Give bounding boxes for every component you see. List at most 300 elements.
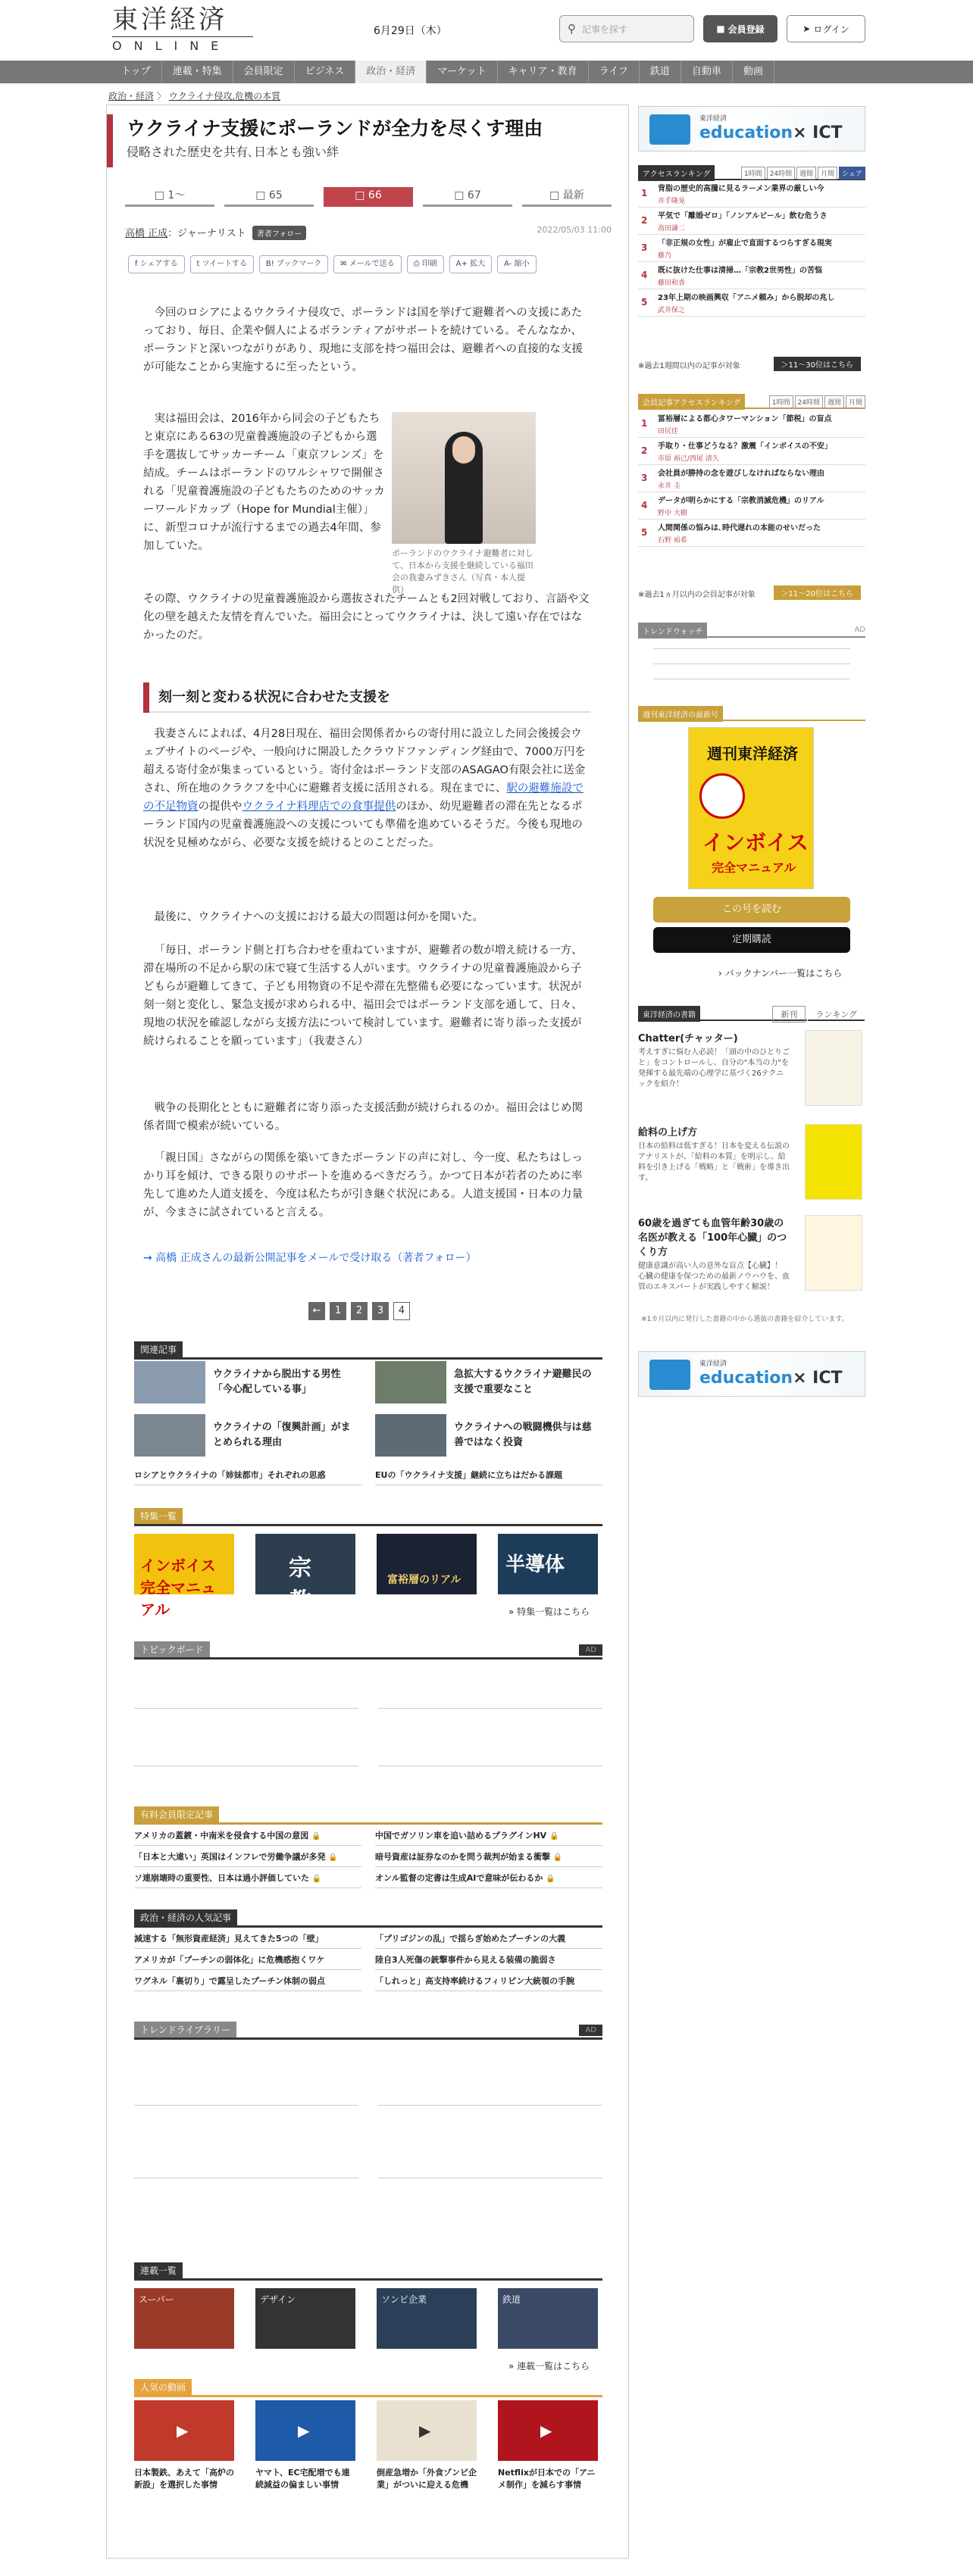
site-logo[interactable] [112,5,253,55]
rank-number: 4 [641,270,648,280]
ranking-tab[interactable]: 週間 [824,395,844,408]
book-title: 給料の上げ方 [638,1127,698,1138]
mail-icon: ✉ [340,260,349,268]
nav-item-life[interactable]: ライフ [589,61,640,83]
article-body [143,1099,590,1135]
paid-item[interactable] [134,1847,361,1867]
lock-icon: 🔒 [546,1875,555,1883]
logo-text-en: ONLINE [112,36,253,54]
related-item[interactable] [375,1414,602,1460]
print-button[interactable] [407,255,444,273]
share-label: 印刷 [421,260,437,268]
video-title[interactable]: 倒産急増か「外食ゾンビ企業」がついに迎える危機 [377,2468,477,2490]
paid-title: オンル監督の定書は生成AIで意味が伝わるか [375,1873,543,1883]
paid-title: 中国でガソリン車を追い詰めるプラグインHV [375,1831,547,1841]
facebook-icon: f [135,260,140,268]
paid-title: 暗号資産は証券なのかを問う裁判が始まる衝撃 [375,1852,550,1862]
chevron-right-icon: › [718,968,722,979]
paid-title: 「日本と大違い」英国はインフレで労働争議が多発 [134,1852,326,1862]
related-thumb [134,1361,205,1404]
banner-logo-icon [649,1360,690,1390]
page-tab-latest[interactable] [522,187,612,207]
book-desc: 健康意識が高い人の意外な盲点【心臓】！ 心臓の健康を保つための最新ノウハウを、血管のエキスパートが実践しやすく解説！ [638,1262,790,1291]
search-icon: ⚲ [568,22,576,36]
video-thumb[interactable] [377,2400,477,2461]
global-nav [0,61,973,83]
feature-header [134,1508,602,1526]
rank-number: 5 [641,527,648,538]
related-thumb [375,1414,446,1457]
videos-label: 人気の動画 [134,2379,192,2395]
page-tab-label: 66 [368,189,382,201]
breadcrumb-link-ukraine[interactable]: ウクライナ侵攻,危機の本質 [168,91,281,101]
ranking-more-button[interactable]: ＞11〜30位はこちら [774,357,861,371]
ranking-tab[interactable]: 1時間 [741,167,765,180]
register-label: 会員登録 [727,23,765,35]
page-tab-label: 67 [467,189,481,201]
page-tab-66[interactable] [324,187,413,207]
book-title: Chatter(チャッター) [638,1033,738,1044]
rank-title: 冨裕層による都心タワーマンション「節税」の盲点 [658,415,832,423]
rank-title: 背脂の歴史的高騰に見るラーメン業界の厳しい今 [658,185,824,193]
book-cover [805,1215,862,1291]
ad-label: AD [854,626,865,634]
play-icon: ▶ [177,2421,189,2440]
banner-publisher: 東洋経済 [699,115,727,123]
member-ranking-label: 会員記事アクセスランキング [638,394,745,410]
related-item[interactable] [134,1361,361,1407]
author-name[interactable]: 高橋 正成 [125,228,168,239]
page-tab-65[interactable] [224,187,314,207]
ad-slot-line [378,1708,602,1709]
paid-header [134,1806,602,1825]
article-body [143,304,590,376]
books-header [638,1006,865,1021]
page-tab-first[interactable] [125,187,214,207]
member-ranking-footer [638,588,865,599]
books-tabs [772,1006,865,1023]
page-tab-label: 最新 [562,189,584,201]
popular-item[interactable]: ワグネル「裏切り」で露呈したプーチン体制の弱点 [134,1972,361,1991]
ranking-item[interactable] [638,209,865,235]
weekly-label: 週刊東洋経済の最新号 [638,706,723,722]
ranking-item[interactable] [638,182,865,208]
share-label: 縮小 [514,260,530,268]
share-label: 拡大 [470,260,486,268]
ranking-more-button[interactable]: ＞11〜20位はこちら [774,585,861,600]
ad-label: AD [579,1644,602,1656]
page-tab-label: 65 [268,189,283,201]
author-role: ：ジャーナリスト [167,228,246,239]
nav-item-auto[interactable]: 自動車 [681,61,733,83]
ad-slot-line [134,2105,358,2106]
share-label: メールで送る [349,260,395,268]
register-button[interactable] [703,15,777,42]
publish-date: 2022/05/03 11:00 [537,225,612,235]
nav-item-top[interactable]: トップ [111,61,162,83]
text-run: のほか、幼児避難者の滞在先となるポーランド国内の児童養護施設への支援についても準備を進めているそうだ。今後も現地の状況を見極めながら、必要な支援を続けるとのことだった。 [143,801,583,849]
read-issue-button[interactable]: この号を読む [653,897,850,923]
share-label: ツイートする [202,260,247,268]
paid-item[interactable] [134,1826,361,1846]
ad-slot-line [653,648,850,649]
play-icon: ▶ [419,2421,431,2440]
article-paragraph [143,725,590,852]
paid-label: 有料会員限定記事 [134,1806,219,1822]
article-paragraph: 「毎日、ポーランド側と打ち合わせを重ねていますが、避難者の数が増え続ける一方、滞在場所の不足から駅の床で寝て生活する人がいます。ウクライナの児童養護施設から子どもらが避難してきて、子ども用物資の不足や滞在先整備も必要になっています。状況が刻一刻と変化し、緊急支援が求められる中、福田会ではポーランド支部を通して、日々、現地の状況を確認しながら支援方法について検討しています。避難者に寄り添った支援が続けられることを願っています」（我妻さん） [143,945,583,1048]
education-ict-banner[interactable] [638,106,865,151]
paid-item[interactable] [134,1869,361,1888]
member-ranking-header [638,394,865,409]
search-input[interactable] [559,15,694,42]
page-icon: □ [355,189,368,201]
more-label: 特集一覧はこちら [517,1606,590,1617]
book-desc: 日本の給料は低すぎる！日本を変える伝説のアナリストが、「給料の本質」を明示し、給料を引き上げる「戦略」と「戦術」を導き出す。 [638,1142,790,1182]
author-follow-button[interactable]: 著者フォロー [252,226,307,240]
article-title-block [107,114,630,167]
book-item[interactable] [638,1030,865,1090]
ranking-note: ※過去1週間以内の記事が対象 [638,362,740,370]
bookmark-icon: B! [265,260,277,268]
current-date: 6月29日（木） [374,25,447,37]
book-desc: 考えすぎに悩む人必読！「頭の中のひとりごと」をコントロールし、自分の"本当の力"を発揮する最先端の心理学に基づく26テクニックを紹介！ [638,1048,790,1088]
page-icon: □ [255,189,269,201]
trendwatch-header [638,623,865,638]
paid-item[interactable] [375,1869,602,1888]
related-text-item[interactable]: ロシアとウクライナの「姉妹都市」それぞれの思惑 [134,1466,361,1485]
book-cover [805,1124,862,1200]
ranking-item[interactable] [638,521,865,547]
series-label: 連載一覧 [134,2262,183,2278]
lock-icon: 🔒 [552,1853,563,1862]
link-ukraine-restaurant[interactable]: ウクライナ料理店での食事提供 [242,801,396,813]
nav-item-market[interactable]: マーケット [427,61,497,83]
nav-item-business[interactable]: ビジネス [295,61,356,83]
rank-number: 4 [641,500,648,511]
rank-number: 3 [641,242,648,253]
zoom-in-button[interactable] [449,255,492,273]
weekly-header [638,706,865,721]
rank-author: 藤田和香 [658,279,686,287]
link-shortage-supplies[interactable]: 駅の避難施設での不足物資 [143,782,583,813]
ranking-tab[interactable]: 24時間 [767,167,795,180]
banner-title-edu: education [699,123,793,142]
article-container [106,105,629,2559]
feature-tile[interactable]: 半導体 [498,1534,598,1594]
popular-item[interactable]: 「しれっと」高支持率続けるフィリピン大統領の手腕 [375,1972,602,1991]
banner-title-ict: × ICT [793,123,843,142]
feature-label: 特集一覧 [134,1508,183,1524]
related-label: 関連記事 [134,1341,183,1357]
rank-title: 会社員が勝持の念を遊びしなければならない理由 [658,470,824,478]
banner-publisher: 東洋経済 [699,1360,727,1368]
cover-headline: インボイス [702,830,809,855]
rank-author: 石野 裕希 [658,537,687,545]
zoom-in-icon: A+ [455,260,471,268]
popular-item[interactable]: アメリカが「プーチンの弱体化」に危機感抱くワケ [134,1950,361,1970]
rank-author: 野中 大樹 [658,510,687,517]
access-ranking-header [638,165,865,180]
rank-title: 平気で「離婚ゼロ」「ノンアルビール」飲む危うさ [658,212,828,220]
prev-page-button[interactable]: ← [308,1302,325,1320]
series-more-link[interactable] [508,2359,590,2372]
text-run: の提供や [198,801,242,813]
ad-label: AD [579,2025,602,2036]
related-thumb [375,1361,446,1404]
section-heading: 刻一刻と変わる状況に合わせた支援を [143,682,590,713]
series-tile[interactable]: ソンビ企業 [377,2288,477,2349]
related-header [134,1341,602,1360]
page-link-2[interactable]: 2 [351,1302,368,1320]
page-navigation [308,1302,410,1320]
ranking-item[interactable] [638,291,865,317]
follow-link[interactable]: → 高橋 正成さんの最新公開記事をメールで受け取る（著者フォロー） [143,1252,477,1264]
zoom-out-icon: A- [504,260,515,268]
related-thumb [134,1414,205,1457]
rank-number: 1 [641,418,648,429]
twitter-share-button[interactable] [190,255,254,273]
article-page-tabs [125,187,612,207]
play-icon: ▶ [298,2421,310,2440]
ranking-tab-share[interactable]: シェア [839,167,865,180]
popular-item[interactable]: 「プリゴジンの乱」で揺らぎ始めたプーチンの大義 [375,1929,602,1949]
video-thumb[interactable] [255,2400,355,2461]
logo-text-jp: 東洋経済 [112,5,227,35]
article-paragraph: その際、ウクライナの児童養護施設から選抜されたチームとも2回対戦しており、言語や文化の壁を越えた友情を育んでいた。福田会にとってウクライナは、決して遠い存在ではなかったのだ。 [143,593,590,642]
related-title: ウクライナへの戦闘機供与は慈善ではなく投資 [454,1422,592,1448]
rank-author: 藤乃 [658,252,672,260]
twitter-icon: t [196,260,202,268]
weekly-cover[interactable] [688,727,814,889]
book-item[interactable] [638,1124,865,1184]
nav-item-members[interactable]: 会員限定 [233,61,295,83]
related-item[interactable] [134,1414,361,1460]
ad-slot-line [134,1708,358,1709]
bookmark-button[interactable] [259,255,328,273]
video-title[interactable]: 日本製鉄、あえて「高炉の新設」を選択した事情 [134,2468,234,2490]
page-link-1[interactable]: 1 [330,1302,346,1320]
text-run: 我妻さんによれば、4月28日現在、福田会関係者からの寄付用に設立した同会後援会ウェブサイトのページや、一般向けに開設したクラウドファンディング経由で、7000万円を超える寄付金が集まっているという。寄付金はポーランド支部のASAGAO有限会社に送金され、所在地のクラクフを中心に避難者支援に活用される。現在までに、 [143,728,586,795]
more-label: 連載一覧はこちら [517,2361,590,2371]
page-tab-67[interactable] [423,187,512,207]
nav-item-video[interactable]: 動画 [733,61,774,83]
books-note: ※1カ月以内に発行した書籍の中から選抜の書籍を紹介しています。 [641,1316,849,1323]
subscribe-button[interactable]: 定期購読 [653,927,850,953]
ranking-item[interactable] [638,439,865,465]
video-thumb[interactable] [134,2400,234,2461]
trendwatch-label: トレンドウォッチ [638,623,707,639]
breadcrumb-link-politics[interactable]: 政治・経済 [108,91,155,101]
paid-item[interactable] [375,1847,602,1867]
article-photo[interactable] [392,412,536,544]
facebook-share-button[interactable] [128,255,185,273]
rank-author: 高田謙二 [658,225,686,233]
rank-number: 5 [641,297,648,308]
share-bar [128,255,537,273]
article-paragraph: 実は福田会は、2016年から同会の子どもたちと東京にある63の児童養護施設の子どもから選手を選抜してサッカーチーム「東京フレンズ」を結成。チームはポーランドのワルシャワで開催される「児童養護施設の子どもたちのためのサッカーワールドカップ（Hope for Mundial主催）」に、新型コロナが流行するまでの過去4年間、参加していた。 [143,413,385,552]
article-body [143,1149,590,1222]
ranking-item[interactable] [638,236,865,262]
rank-title: 人間関係の悩みは､時代遅れの本能のせいだった [658,524,821,532]
book-item[interactable] [638,1215,865,1293]
page-tab-label: 1〜 [167,189,186,201]
ranking-note: ※過去1ヵ月以内の会員記事が対象 [638,591,756,599]
article-paragraph: 今回のロシアによるウクライナ侵攻で、ポーランドは国を挙げて避難者への支援にあたっており、毎日、企業や個人によるボランティアがサポートを続けている。そんななか、ポーランドと深いつながりがあり、現地に支部を持つ福田会は、避難者への直接的な支援が可能なことから実施するに至ったという。 [143,307,583,373]
series-header [134,2262,602,2281]
lock-icon: 🔒 [311,1875,322,1883]
books-label: 東洋経済の書籍 [638,1006,700,1022]
ranking-item[interactable] [638,412,865,438]
double-chevron-icon: » [508,2361,515,2371]
books-tab-ranking[interactable]: ランキング [807,1006,865,1023]
ranking-item[interactable] [638,494,865,520]
article-title: ウクライナ支援にポーランドが全力を尽くす理由 [127,117,543,139]
video-thumb[interactable] [498,2400,598,2461]
popular-item[interactable]: 陸自3人死傷の銃撃事件から見える装備の脆弱さ [375,1950,602,1970]
rank-title: 既に抜けた仕事は清掃…「宗教2世男性」の苦悩 [658,267,822,275]
series-tile[interactable]: 鉄道 [498,2288,598,2349]
related-text-item[interactable]: EUの「ウクライナ支援」継続に立ちはだかる課題 [375,1466,602,1485]
lock-icon: 🔒 [311,1832,321,1841]
nav-item-career[interactable]: キャリア・教育 [498,61,589,83]
related-title: ウクライナから脱出する男性「今心配している事」 [213,1369,341,1395]
rank-title: 23年上期の映画興収「アニメ頼み」から脱却の兆し [658,294,835,302]
banner-title-ict: × ICT [793,1369,843,1388]
article-body [143,941,590,1051]
banner-logo-icon [649,114,690,145]
author-line [125,225,612,240]
video-title[interactable]: Netflixが日本での「アニメ制作」を減らす事情 [498,2468,596,2490]
mail-button[interactable] [333,255,401,273]
photo-face [452,436,475,464]
education-ict-banner-bottom[interactable] [638,1351,865,1397]
backnumber-label: バックナンバー一覧はこちら [724,968,843,979]
article-paragraph: 「親日国」さながらの関係を築いてきたポーランドの声に対し、今一度、私たちはしっかり耳を傾け、できる限りのサポートを進めるべきだろう。かつて日本が若者のために率先して進めた人道支援を、今度は私たちが引き継ぐ状況にある。人道支援国・日本の力量が、今まさに試されていると言える。 [143,1152,583,1219]
article-body [143,908,590,926]
print-icon: ⎙ [413,260,422,268]
article-body [143,410,386,555]
rank-author: 井手隆晃 [658,198,686,205]
video-title[interactable]: ヤマト、EC宅配増でも連続減益の偏ましい事情 [255,2468,350,2490]
rank-title: データが明らかにする「宗教消滅危機」のリアル [658,497,824,505]
double-chevron-icon: » [508,1606,515,1617]
nav-item-series[interactable]: 連載・特集 [162,61,233,83]
ranking-tabs [769,395,865,408]
topicboard-header [134,1641,602,1660]
rank-author: 市原 裕己/西尾 清久 [658,455,719,463]
banner-title-edu: education [699,1369,793,1388]
rank-number: 1 [641,188,648,198]
videos-header [134,2379,602,2397]
ranking-tab[interactable]: 1時間 [769,395,793,408]
rank-author: 田尻佳 [658,428,679,436]
page-icon: □ [154,189,168,201]
banner-title [699,1369,843,1388]
topicboard-label: トピックボード [134,1641,210,1657]
article-body [143,590,590,645]
trendlib-label: トレンドライブラリー [134,2022,236,2037]
page-link-4[interactable]: 4 [393,1302,410,1320]
zoom-out-button[interactable] [497,255,536,273]
page-icon: □ [454,189,468,201]
cover-subheadline: 完全マニュアル [712,860,796,875]
ranking-tab[interactable]: 24時間 [795,395,823,408]
ranking-tab[interactable]: 月間 [818,167,837,180]
feature-tile[interactable]: インボイス完全マニュアル [134,1534,234,1594]
series-tile[interactable]: スーパー [134,2288,234,2349]
article-body [143,725,590,852]
login-icon: ➤ [802,23,811,34]
cover-badge-icon [699,773,745,819]
play-icon: ▶ [540,2421,552,2440]
feature-tile[interactable]: 富裕層のリアル [377,1534,477,1594]
access-ranking-footer [638,359,865,370]
popular-label: 政治・経済の人気記事 [134,1909,237,1925]
backnumber-link[interactable] [718,966,842,979]
rank-author: 武井保之 [658,307,686,314]
book-cover [805,1030,862,1106]
related-title: 急拡大するウクライナ避難民の支援で重要なこと [454,1369,592,1395]
lock-icon: 🔒 [328,1853,338,1862]
trendlib-header [134,2022,602,2040]
page-link-3[interactable]: 3 [372,1302,389,1320]
paid-item[interactable] [375,1826,602,1846]
feature-tile[interactable]: 宗教 [255,1534,355,1594]
photo-caption: ポーランドのウクライナ避難者に対して、日本から支援を継続している福田会の我妻みずきさん（写真・本人提供） [392,548,533,595]
nav-item-politics[interactable]: 政治・経済 [355,61,427,83]
series-tile[interactable]: デザイン [255,2288,355,2349]
page-icon: □ [549,189,563,201]
user-icon: ■ [716,23,725,34]
ranking-tabs [741,167,865,180]
related-item[interactable] [375,1361,602,1407]
feature-more-link[interactable] [508,1605,590,1618]
ranking-item[interactable] [638,467,865,492]
ad-slot-line [378,2105,602,2106]
popular-item[interactable]: 減速する「無形資産経済」見えてきた5つの「壁」 [134,1929,361,1949]
access-ranking-label: アクセスランキング [638,165,715,181]
article-subtitle: 侵略された歴史を共有､日本とも強い絆 [127,145,339,159]
login-label: ログイン [813,23,849,35]
lock-icon: 🔒 [549,1832,559,1841]
cover-title: 週刊東洋経済 [707,745,798,763]
books-tab-new[interactable]: 新刊 [772,1006,806,1023]
share-label: シェアする [139,260,178,268]
breadcrumb [108,89,280,102]
breadcrumb-sep: 〉 [156,91,166,101]
banner-title [699,123,843,142]
rank-title: 手取り・仕事どうなる？激震「インボイスの不安」 [658,442,832,451]
popular-header [134,1909,602,1928]
login-button[interactable] [787,15,865,42]
rank-author: 永井 圭 [658,482,680,490]
article-paragraph: 最後に、ウクライナへの支援における最大の問題は何かを聞いた。 [154,911,484,923]
article-paragraph: 戦争の長期化とともに避難者に寄り添った支援活動が続けられるのか。福田会はじめ関係者間で模索が続いている。 [143,1102,583,1132]
rank-title: 「非正規の女性」が雇止で直面するつらすぎる現実 [658,239,832,248]
related-title: ウクライナの「復興計画」がまとめられる理由 [213,1422,351,1448]
rank-number: 3 [641,473,648,483]
ranking-tab[interactable]: 月間 [846,395,865,408]
paid-title: アメリカの蓋鍍・中南米を侵食する中国の意図 [134,1831,309,1841]
ranking-item[interactable] [638,264,865,289]
nav-item-railway[interactable]: 鉄道 [640,61,681,83]
site-header [0,0,973,61]
rank-number: 2 [641,445,648,456]
rank-number: 2 [641,215,648,226]
ranking-tab[interactable]: 週間 [796,167,816,180]
book-title: 60歳を過ぎても血管年齢30歳の名医が教える「100年心臓」のつくり方 [638,1218,787,1258]
search-placeholder: 記事を探す [582,23,628,35]
